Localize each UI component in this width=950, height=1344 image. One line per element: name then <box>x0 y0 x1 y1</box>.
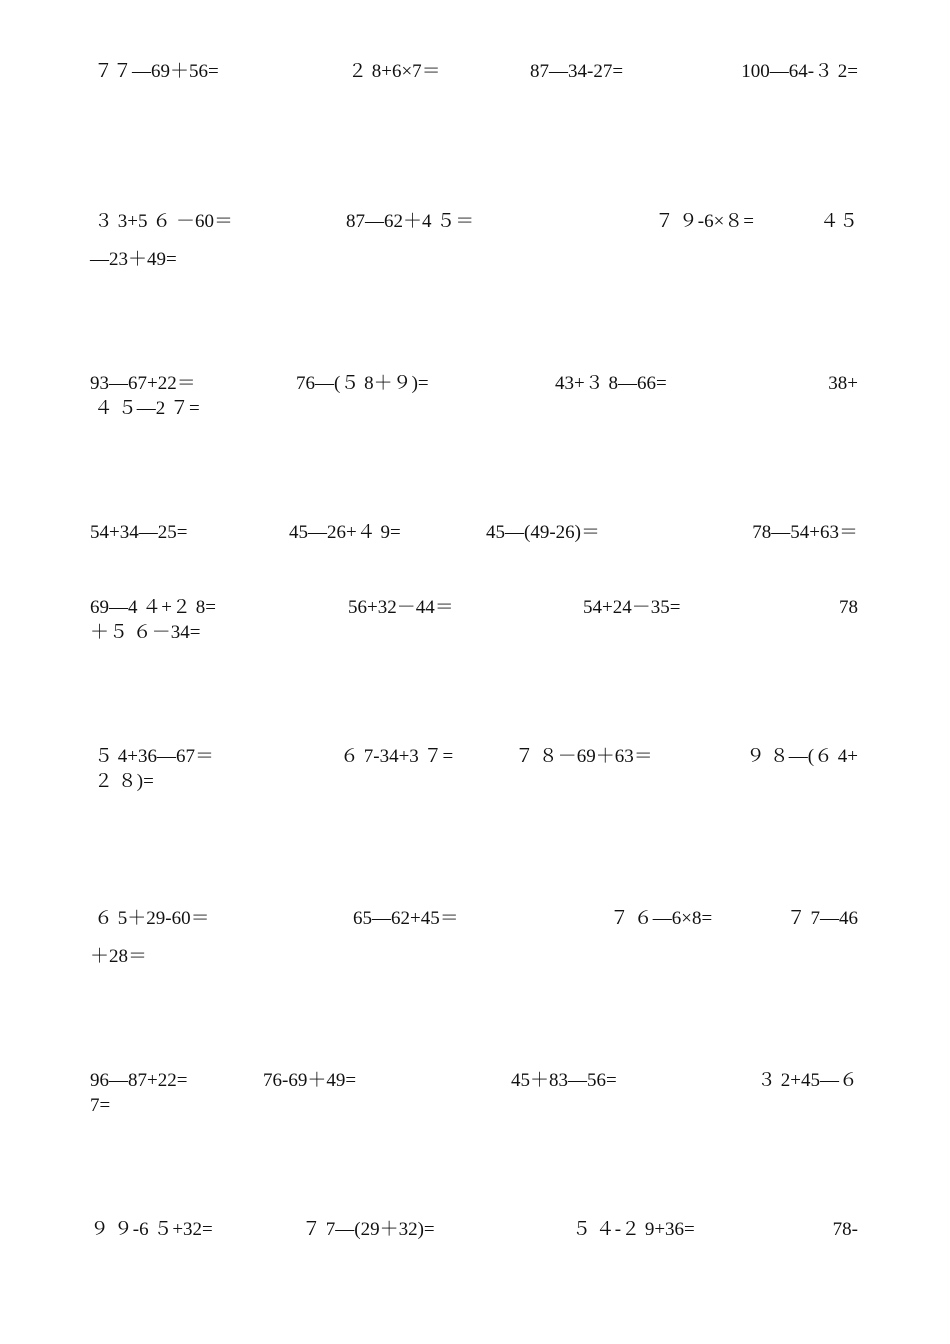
equation-continuation: 7= <box>90 1095 111 1116</box>
equation: 45—(49-26)＝ <box>486 522 600 543</box>
equation: 87—62＋4 ５＝ <box>346 211 475 232</box>
equation: 65—62+45＝ <box>353 908 459 929</box>
equation: ２ 8+6×7＝ <box>348 61 441 82</box>
equation-continuation: ＋５ ６－34= <box>90 622 201 643</box>
equation: ９ ８—(６ 4+ <box>745 746 858 767</box>
equation: 45—26+４ 9= <box>289 522 401 543</box>
equation: 76—(５ 8＋９)= <box>296 373 429 394</box>
equation: ６ 5＋29-60＝ <box>94 908 210 929</box>
equation-continuation: ４ ５—2 ７= <box>94 398 200 419</box>
equation: ５ 4+36—67＝ <box>94 746 214 767</box>
equation-continuation: ＋28＝ <box>90 946 148 967</box>
equation: 78 <box>839 597 858 618</box>
equation: ３ 2+45—６ <box>757 1070 858 1091</box>
equation: ７ 7—46 <box>786 908 858 929</box>
equation: 100—64-３ 2= <box>741 61 858 82</box>
equation: ７ ６—6×8= <box>610 908 713 929</box>
equation: 87—34-27= <box>530 61 624 82</box>
equation: 38+ <box>828 373 858 394</box>
equation: ７ ９-6×８= <box>655 211 755 232</box>
equation-continuation: —23＋49= <box>90 249 177 270</box>
equation: 93—67+22＝ <box>90 373 196 394</box>
equation: ５ ４-２ 9+36= <box>572 1219 695 1240</box>
equation: ９ ９-6 ５+32= <box>90 1219 213 1240</box>
equation-continuation: ２ ８)= <box>94 771 154 792</box>
equation: 56+32－44＝ <box>348 597 454 618</box>
equation: 54+24－35= <box>583 597 681 618</box>
equation: 76-69＋49= <box>263 1070 357 1091</box>
equation: 78—54+63＝ <box>752 522 858 543</box>
equation: 96—87+22= <box>90 1070 188 1091</box>
equation: 54+34—25= <box>90 522 188 543</box>
equation: 45＋83—56= <box>511 1070 617 1091</box>
equation: 43+３ 8—66= <box>555 373 667 394</box>
equation: 78- <box>832 1219 858 1240</box>
equation: ３ 3+5 ６ －60＝ <box>94 211 233 232</box>
equation: ７ ８－69＋63＝ <box>515 746 653 767</box>
equation: ７ 7—(29＋32)= <box>302 1219 435 1240</box>
equation: ４５ <box>819 211 858 232</box>
equation: ７７—69＋56= <box>94 61 219 82</box>
equation: ６ 7-34+3 ７= <box>340 746 454 767</box>
equation: 69—4 ４+２ 8= <box>90 597 216 618</box>
